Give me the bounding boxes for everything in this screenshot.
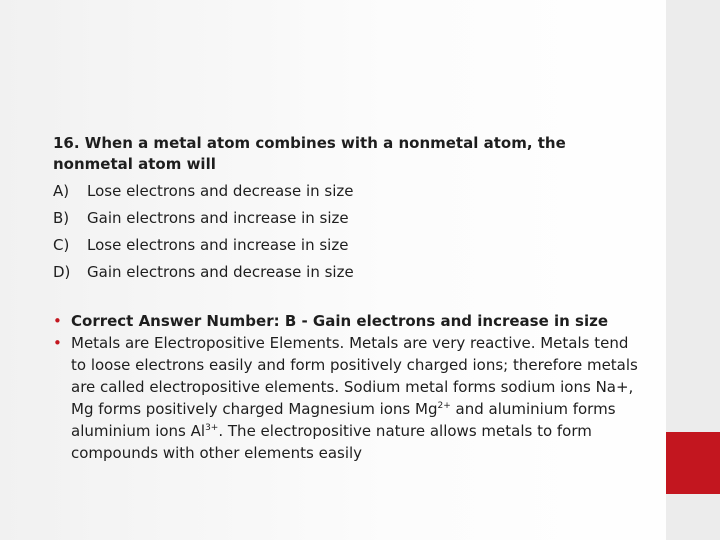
option-letter: C)	[53, 236, 70, 254]
option-letter: A)	[53, 182, 70, 200]
question-stem: 16. When a metal atom combines with a nonmetal atom, the nonmetal atom will	[53, 134, 566, 173]
explanation-part-2: and aluminium forms aluminium ions Al	[71, 400, 616, 440]
answer-block	[53, 310, 638, 464]
option-b	[53, 205, 643, 232]
option-text: Lose electrons and decrease in size	[87, 182, 354, 200]
option-text: Gain electrons and decrease in size	[87, 263, 354, 281]
option-letter: B)	[53, 209, 70, 227]
correct-answer-bullet	[53, 310, 638, 332]
option-text: Lose electrons and increase in size	[87, 236, 349, 254]
question-block	[53, 133, 643, 286]
explanation-part-3: . The electropositive nature allows metals to form compounds with other elements easily	[71, 422, 592, 462]
mg-charge-superscript: 2+	[437, 401, 451, 411]
correct-answer-text: Correct Answer Number: B - Gain electrons and increase in size	[71, 312, 608, 330]
explanation-part-1: Metals are Electropositive Elements. Metals are very reactive. Metals tend to loose electrons easily and form positively charged ions; therefore metals are called electropositive elements. Sodium metal forms sodium ions Na+, Mg forms positively charged Magnesium ions Mg	[71, 334, 638, 418]
bullet-icon: •	[53, 334, 62, 352]
explanation-text	[71, 332, 638, 464]
bullet-icon: •	[53, 312, 62, 330]
option-c	[53, 232, 643, 259]
al-charge-superscript: 3+	[205, 423, 219, 433]
option-d	[53, 259, 643, 286]
option-letter: D)	[53, 263, 71, 281]
red-accent-block	[666, 432, 720, 494]
option-a	[53, 178, 643, 205]
explanation-bullet	[53, 332, 638, 464]
option-text: Gain electrons and increase in size	[87, 209, 349, 227]
